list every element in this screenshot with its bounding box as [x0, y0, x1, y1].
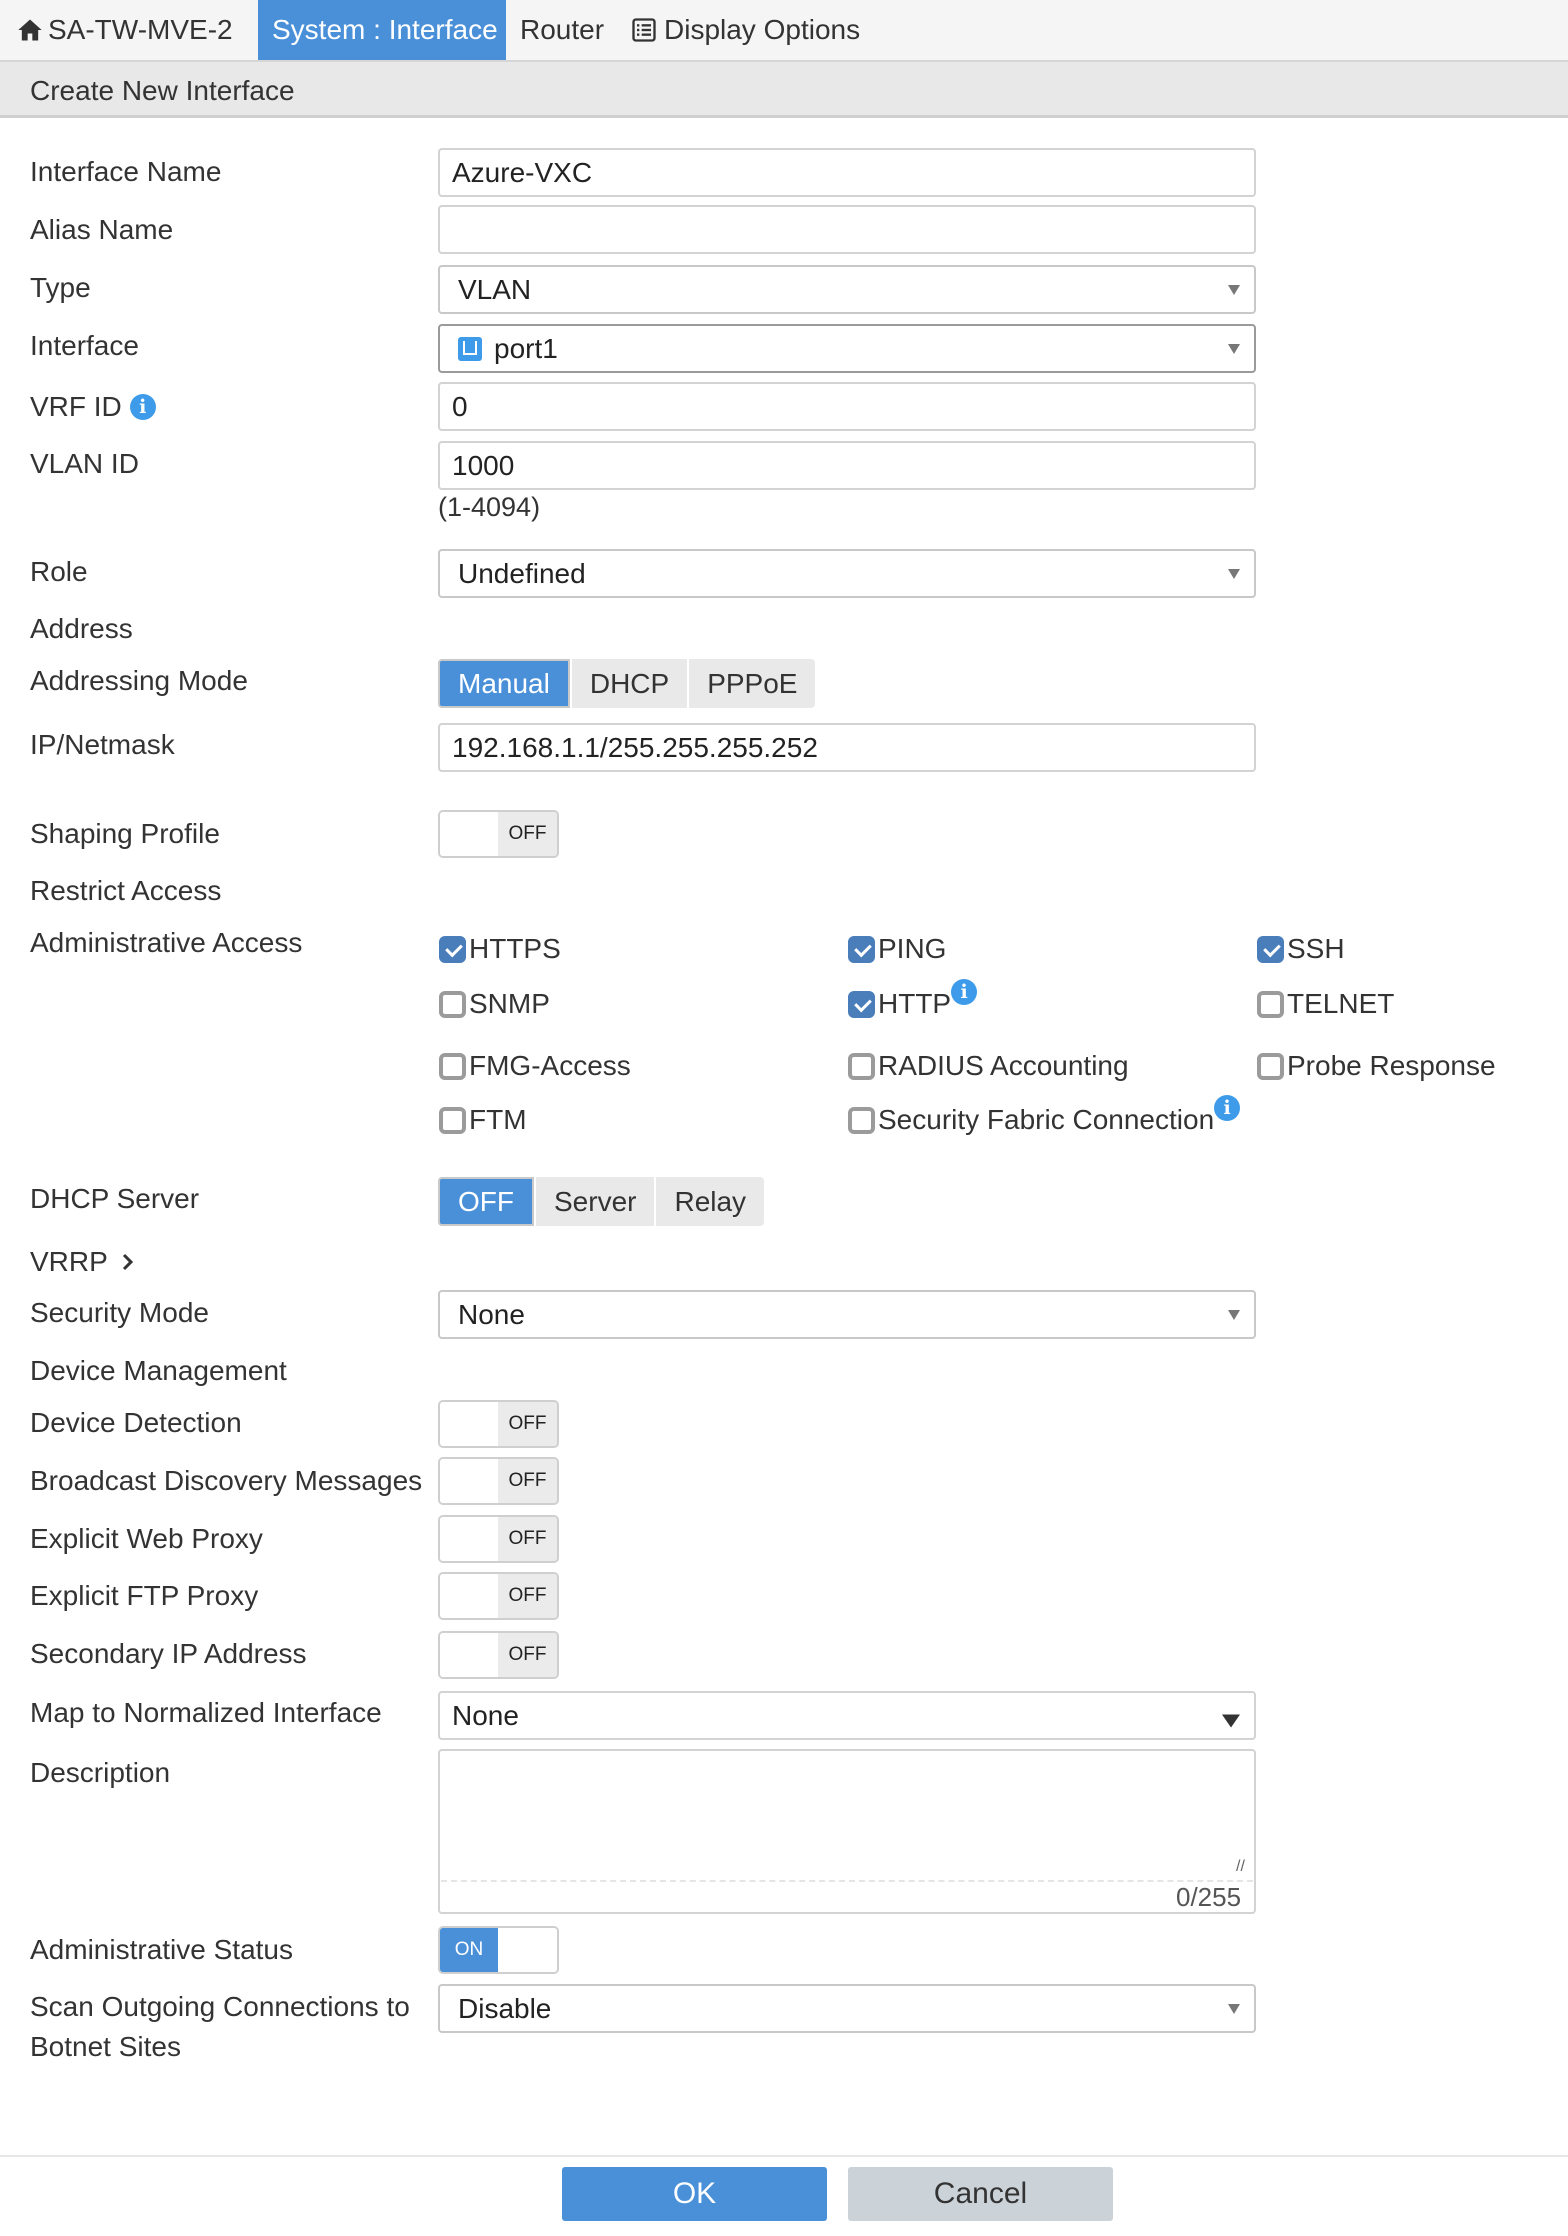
alias-name-label: Alias Name: [30, 214, 174, 245]
address-section-heading: Address: [30, 613, 133, 644]
vrrp-expander[interactable]: [30, 1245, 138, 1279]
checkbox-http[interactable]: [848, 981, 977, 1020]
toggle-knob: [440, 1402, 498, 1446]
checkbox-unchecked-icon: [439, 1107, 466, 1134]
broadcast-discovery-toggle[interactable]: [438, 1457, 559, 1505]
checkbox-checked-icon: [848, 936, 875, 963]
dhcp-server-relay[interactable]: Relay: [656, 1177, 764, 1226]
dropdown-arrow-icon: [1228, 344, 1240, 354]
toggle-knob: [440, 1574, 498, 1618]
toggle-knob: [440, 1459, 498, 1503]
role-value: Undefined: [458, 557, 586, 589]
checkbox-label: FTM: [469, 1104, 527, 1135]
network-port-icon: [458, 337, 482, 361]
checkbox-unchecked-icon: [1257, 991, 1284, 1018]
explicit-web-proxy-toggle[interactable]: [438, 1515, 559, 1563]
device-name: SA-TW-MVE-2: [48, 14, 233, 45]
home-icon: [16, 16, 44, 44]
interface-value: port1: [494, 332, 558, 364]
vrf-id-label: VRF ID: [30, 391, 122, 422]
checkbox-unchecked-icon: [848, 1107, 875, 1134]
explicit-web-proxy-label: Explicit Web Proxy: [30, 1523, 263, 1554]
ip-netmask-label: IP/Netmask: [30, 729, 175, 760]
map-normalized-value: None: [452, 1699, 519, 1731]
vrf-id-input[interactable]: [438, 382, 1256, 431]
vrrp-label: VRRP: [30, 1246, 108, 1277]
dropdown-arrow-icon: [1222, 1714, 1240, 1727]
shaping-profile-toggle[interactable]: [438, 810, 559, 858]
dropdown-arrow-icon: [1228, 569, 1240, 579]
addressing-mode-label: Addressing Mode: [30, 665, 248, 696]
toggle-state: OFF: [498, 1402, 557, 1446]
toggle-state: OFF: [498, 1459, 557, 1503]
toggle-state: ON: [440, 1928, 498, 1972]
scan-botnet-label-line1: Scan Outgoing Connections to: [30, 1991, 410, 2022]
checkbox-label: Probe Response: [1287, 1050, 1496, 1081]
info-icon[interactable]: i: [130, 394, 156, 420]
device-management-section-heading: Device Management: [30, 1355, 287, 1386]
checkbox-https[interactable]: [439, 933, 561, 965]
dropdown-arrow-icon: [1228, 2004, 1240, 2014]
description-textarea[interactable]: [438, 1749, 1256, 1914]
type-select[interactable]: [438, 265, 1256, 314]
vlan-id-input[interactable]: [438, 441, 1256, 490]
checkbox-fmg-access[interactable]: [439, 1050, 631, 1082]
alias-name-input[interactable]: [438, 205, 1256, 254]
vlan-id-value: 1000: [452, 449, 515, 481]
info-icon[interactable]: i: [951, 979, 977, 1005]
checkbox-radius-accounting[interactable]: [848, 1050, 1129, 1082]
device-detection-label: Device Detection: [30, 1407, 242, 1438]
scan-botnet-select[interactable]: [438, 1984, 1256, 2033]
checkbox-label: SNMP: [469, 988, 550, 1019]
checkbox-label: FMG-Access: [469, 1050, 631, 1081]
explicit-ftp-proxy-toggle[interactable]: [438, 1572, 559, 1620]
type-value: VLAN: [458, 273, 532, 305]
display-options-button[interactable]: [630, 0, 860, 60]
dropdown-arrow-icon: [1228, 285, 1240, 295]
toggle-state: OFF: [498, 1517, 557, 1561]
vrf-id-label-row: [30, 390, 156, 424]
scan-botnet-label-line2: Botnet Sites: [30, 2031, 181, 2062]
explicit-ftp-proxy-label: Explicit FTP Proxy: [30, 1580, 259, 1611]
addressing-mode-pppoe[interactable]: PPPoE: [689, 659, 815, 708]
checkbox-label: HTTP: [878, 988, 952, 1019]
toggle-state: OFF: [498, 812, 557, 856]
interface-label: Interface: [30, 330, 139, 361]
dhcp-server-selector: [438, 1177, 766, 1226]
tab-label: System : Interface: [272, 14, 498, 45]
toggle-knob: [440, 1517, 498, 1561]
toggle-knob: [498, 1928, 557, 1972]
cancel-button[interactable]: Cancel: [848, 2167, 1113, 2221]
vlan-id-range-hint: (1-4094): [438, 492, 541, 522]
checkbox-checked-icon: [1257, 936, 1284, 963]
interface-name-input[interactable]: [438, 148, 1256, 197]
ip-netmask-input[interactable]: [438, 723, 1256, 772]
administrative-access-label: Administrative Access: [30, 927, 303, 958]
checkbox-ping[interactable]: [848, 933, 946, 965]
list-icon: [630, 16, 658, 44]
checkbox-security-fabric-connection[interactable]: [848, 1097, 1240, 1136]
resize-handle-icon[interactable]: //: [1236, 1858, 1245, 1875]
security-mode-select[interactable]: [438, 1290, 1256, 1339]
addressing-mode-manual[interactable]: Manual: [438, 659, 570, 708]
role-select[interactable]: [438, 549, 1256, 598]
ok-button[interactable]: OK: [562, 2167, 827, 2221]
secondary-ip-label: Secondary IP Address: [30, 1638, 307, 1669]
vlan-id-label: VLAN ID: [30, 448, 139, 479]
checkbox-checked-icon: [848, 991, 875, 1018]
checkbox-telnet[interactable]: [1257, 988, 1394, 1020]
checkbox-label: RADIUS Accounting: [878, 1050, 1129, 1081]
checkbox-unchecked-icon: [439, 1053, 466, 1080]
character-counter: 0/255: [1176, 1882, 1242, 1912]
toggle-state: OFF: [498, 1633, 557, 1677]
scan-botnet-value: Disable: [458, 1992, 552, 2024]
type-label: Type: [30, 272, 91, 303]
page-title: Create New Interface: [30, 75, 295, 106]
toggle-state: OFF: [498, 1574, 557, 1618]
chevron-right-icon: [118, 1251, 138, 1273]
tab-label: Router: [520, 14, 605, 45]
checkbox-probe-response[interactable]: [1257, 1050, 1496, 1082]
security-mode-value: None: [458, 1298, 525, 1330]
dhcp-server-label: DHCP Server: [30, 1183, 200, 1214]
interface-name-value: Azure-VXC: [452, 156, 593, 188]
interface-select[interactable]: [438, 324, 1256, 373]
tab-system-interface[interactable]: [258, 0, 506, 60]
map-normalized-interface-select[interactable]: [438, 1691, 1256, 1740]
checkbox-unchecked-icon: [439, 991, 466, 1018]
device-detection-toggle[interactable]: [438, 1400, 559, 1448]
checkbox-label: SSH: [1287, 933, 1345, 964]
restrict-access-section-heading: Restrict Access: [30, 875, 222, 906]
dropdown-arrow-icon: [1228, 1310, 1240, 1320]
checkbox-unchecked-icon: [1257, 1053, 1284, 1080]
dhcp-server-server[interactable]: Server: [536, 1177, 654, 1226]
footer-divider: [0, 2155, 1568, 2157]
security-mode-label: Security Mode: [30, 1297, 209, 1328]
checkbox-ftm[interactable]: [439, 1104, 527, 1136]
description-label: Description: [30, 1757, 171, 1788]
role-label: Role: [30, 556, 88, 587]
checkbox-unchecked-icon: [848, 1053, 875, 1080]
addressing-mode-selector: [438, 659, 817, 708]
checkbox-snmp[interactable]: [439, 988, 550, 1020]
divider: [441, 1880, 1253, 1882]
interface-name-label: Interface Name: [30, 156, 222, 187]
checkbox-ssh[interactable]: [1257, 933, 1345, 965]
checkbox-label: TELNET: [1287, 988, 1395, 1019]
toggle-knob: [440, 812, 498, 856]
home-breadcrumb[interactable]: [16, 0, 233, 60]
secondary-ip-toggle[interactable]: [438, 1631, 559, 1679]
administrative-status-toggle[interactable]: [438, 1926, 559, 1974]
toggle-knob: [440, 1633, 498, 1677]
map-normalized-interface-label: Map to Normalized Interface: [30, 1697, 382, 1728]
tab-router[interactable]: [520, 0, 604, 60]
info-icon[interactable]: i: [1214, 1095, 1240, 1121]
addressing-mode-dhcp[interactable]: DHCP: [572, 659, 687, 708]
checkbox-label: HTTPS: [469, 933, 561, 964]
shaping-profile-label: Shaping Profile: [30, 818, 220, 849]
page-title-bar: [0, 60, 1568, 118]
tab-label: Display Options: [664, 14, 861, 45]
checkbox-label: PING: [878, 933, 947, 964]
checkbox-checked-icon: [439, 936, 466, 963]
vrf-id-value: 0: [452, 390, 468, 422]
ip-netmask-value: 192.168.1.1/255.255.255.252: [452, 731, 818, 763]
broadcast-discovery-label: Broadcast Discovery Messages: [30, 1465, 423, 1496]
administrative-status-label: Administrative Status: [30, 1934, 293, 1965]
checkbox-label: Security Fabric Connection: [878, 1104, 1215, 1135]
dhcp-server-off[interactable]: OFF: [438, 1177, 534, 1226]
